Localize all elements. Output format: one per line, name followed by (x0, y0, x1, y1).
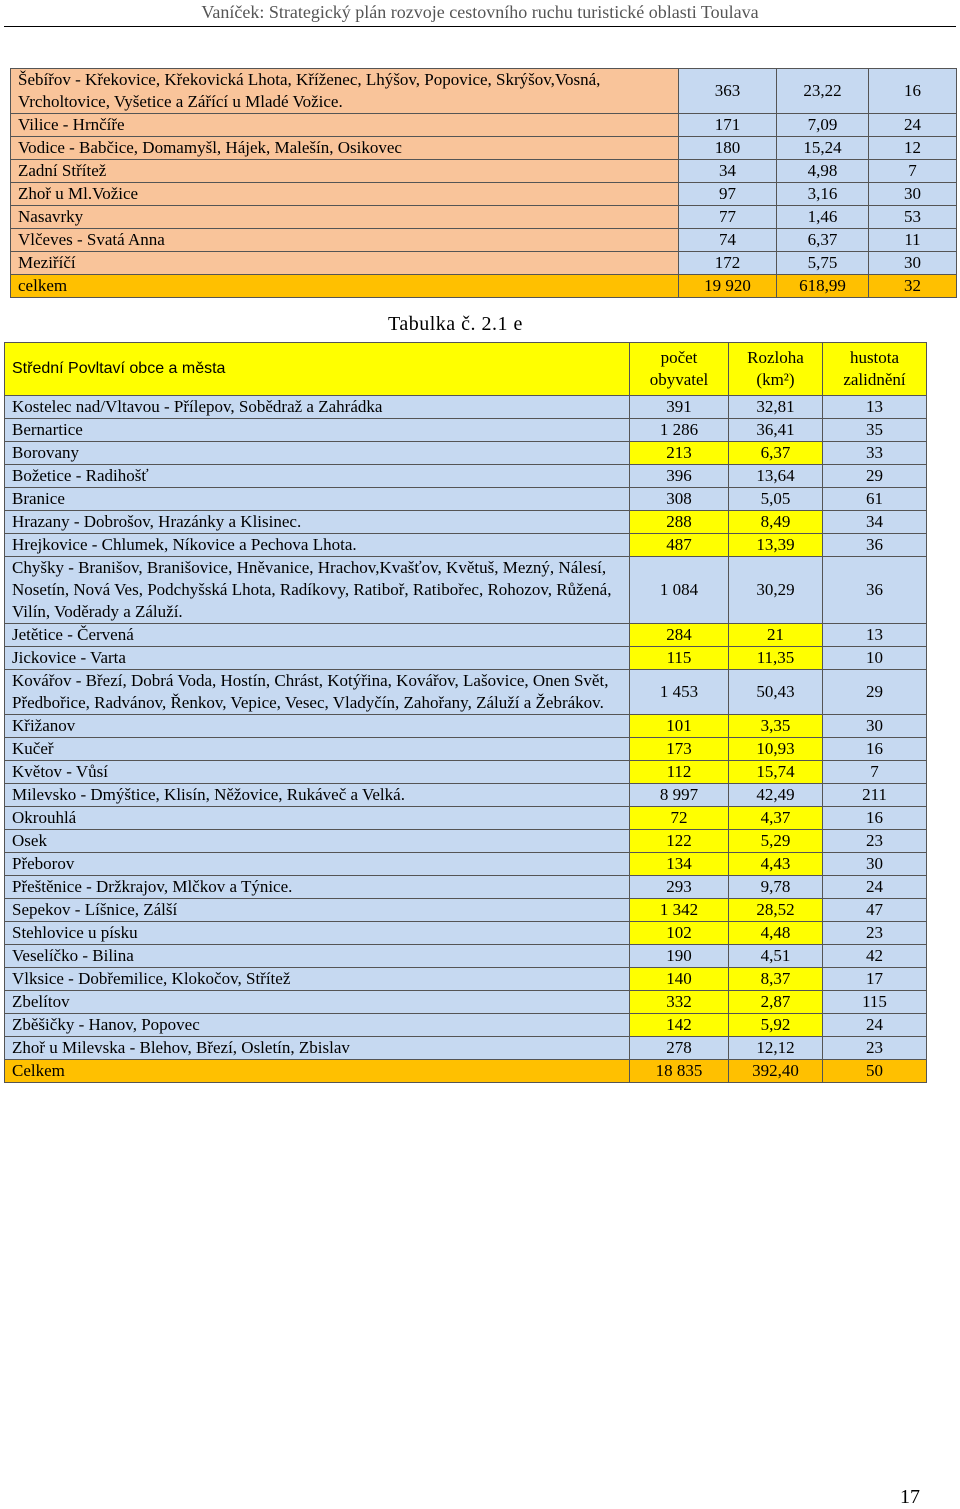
density-value: 13 (823, 396, 927, 419)
density-value: 16 (869, 69, 957, 114)
header-density-line1: hustota (849, 348, 900, 367)
municipality-name: Okrouhlá (5, 807, 630, 830)
area-value: 7,09 (777, 114, 869, 137)
municipality-name: Přeborov (5, 853, 630, 876)
total-row (11, 275, 957, 298)
population-value: 308 (630, 488, 729, 511)
area-value: 13,64 (729, 465, 823, 488)
area-value: 28,52 (729, 899, 823, 922)
table-row (5, 968, 927, 991)
population-value: 332 (630, 991, 729, 1014)
municipality-name: Sepekov - Líšnice, Zálší (5, 899, 630, 922)
header-rule (4, 26, 956, 27)
density-value: 23 (823, 922, 927, 945)
table-row (5, 784, 927, 807)
density-value: 36 (823, 534, 927, 557)
population-value: 391 (630, 396, 729, 419)
table-row (5, 488, 927, 511)
table-row (5, 899, 927, 922)
density-value: 42 (823, 945, 927, 968)
density-value: 29 (823, 465, 927, 488)
density-value: 11 (869, 229, 957, 252)
total-population: 18 835 (630, 1060, 729, 1083)
population-value: 112 (630, 761, 729, 784)
density-value: 7 (869, 160, 957, 183)
table-row (5, 557, 927, 624)
population-value: 293 (630, 876, 729, 899)
municipality-name: Borovany (5, 442, 630, 465)
municipality-name: Zběšičky - Hanov, Popovec (5, 1014, 630, 1037)
density-value: 36 (823, 557, 927, 624)
header-region: Střední Povltaví obce a města (5, 343, 630, 396)
density-value: 17 (823, 968, 927, 991)
area-value: 2,87 (729, 991, 823, 1014)
density-value: 7 (823, 761, 927, 784)
table-row (5, 876, 927, 899)
density-value: 47 (823, 899, 927, 922)
table-row (5, 1014, 927, 1037)
table-row (5, 647, 927, 670)
table-row (5, 991, 927, 1014)
total-density: 32 (869, 275, 957, 298)
density-value: 53 (869, 206, 957, 229)
municipality-name: Květov - Vůsí (5, 761, 630, 784)
population-value: 122 (630, 830, 729, 853)
density-value: 24 (869, 114, 957, 137)
main-table (4, 342, 927, 1083)
population-value: 142 (630, 1014, 729, 1037)
population-value: 1 286 (630, 419, 729, 442)
area-value: 13,39 (729, 534, 823, 557)
density-value: 35 (823, 419, 927, 442)
header-population-line2: obyvatel (649, 370, 709, 389)
table-row (5, 534, 927, 557)
area-value: 8,37 (729, 968, 823, 991)
header-area-line1: Rozloha (747, 348, 804, 367)
page-header-title: Vaníček: Strategický plán rozvoje cestovního ruchu turistické oblasti Toulava (201, 2, 759, 22)
table-row (5, 761, 927, 784)
area-value: 5,05 (729, 488, 823, 511)
municipality-name: Branice (5, 488, 630, 511)
area-value: 23,22 (777, 69, 869, 114)
total-label: celkem (11, 275, 679, 298)
table-row (11, 114, 957, 137)
table-row (11, 160, 957, 183)
table-row (5, 624, 927, 647)
density-value: 16 (823, 738, 927, 761)
municipality-name: Zhoř u Ml.Vožice (11, 183, 679, 206)
municipality-name: Milevsko - Dmýštice, Klisín, Něžovice, Rukáveč a Velká. (5, 784, 630, 807)
table-row (5, 1037, 927, 1060)
municipality-name: Šebířov - Křekovice, Křekovická Lhota, Kříženec, Lhýšov, Popovice, Skrýšov,Vosná, Vrcholtovice, Vyšetice a Zářící u Mladé Vožice. (11, 69, 679, 114)
area-value: 15,24 (777, 137, 869, 160)
area-value: 4,51 (729, 945, 823, 968)
total-density: 50 (823, 1060, 927, 1083)
municipality-name: Meziříčí (11, 252, 679, 275)
area-value: 42,49 (729, 784, 823, 807)
density-value: 23 (823, 1037, 927, 1060)
population-value: 171 (679, 114, 777, 137)
population-value: 140 (630, 968, 729, 991)
density-value: 13 (823, 624, 927, 647)
header-population (630, 343, 729, 396)
density-value: 30 (823, 715, 927, 738)
area-value: 5,29 (729, 830, 823, 853)
municipality-name: Vlčeves - Svatá Anna (11, 229, 679, 252)
page-number: 17 (900, 1486, 920, 1508)
area-value: 1,46 (777, 206, 869, 229)
population-value: 363 (679, 69, 777, 114)
table-row (11, 183, 957, 206)
municipality-name: Stehlovice u písku (5, 922, 630, 945)
municipality-name: Kovářov - Březí, Dobrá Voda, Hostín, Chrást, Kotýřina, Kovářov, Lašovice, Onen Svět, Předbořice, Radvánov, Řenkov, Vepice, Vesec, Vladyčín, Zahořany, Záluží a Žebrákov. (5, 670, 630, 715)
area-value: 36,41 (729, 419, 823, 442)
area-value: 4,98 (777, 160, 869, 183)
table-row (5, 419, 927, 442)
table-row (11, 137, 957, 160)
table-row (5, 922, 927, 945)
municipality-name: Kučeř (5, 738, 630, 761)
area-value: 3,35 (729, 715, 823, 738)
table-row (5, 830, 927, 853)
header-density-line2: zalidnění (843, 370, 906, 389)
municipality-name: Vodice - Babčice, Domamyšl, Hájek, Malešín, Osikovec (11, 137, 679, 160)
total-label: Celkem (5, 1060, 630, 1083)
municipality-name: Hrejkovice - Chlumek, Níkovice a Pechova Lhota. (5, 534, 630, 557)
table-row (5, 807, 927, 830)
density-value: 115 (823, 991, 927, 1014)
table-caption: Tabulka č. 2.1 e (388, 313, 523, 335)
density-value: 30 (823, 853, 927, 876)
population-value: 288 (630, 511, 729, 534)
population-value: 278 (630, 1037, 729, 1060)
header-area (729, 343, 823, 396)
population-value: 101 (630, 715, 729, 738)
table-row (5, 738, 927, 761)
municipality-name: Křižanov (5, 715, 630, 738)
population-value: 172 (679, 252, 777, 275)
table-row (5, 396, 927, 419)
area-value: 9,78 (729, 876, 823, 899)
table-row (5, 853, 927, 876)
area-value: 6,37 (777, 229, 869, 252)
municipality-name: Vlksice - Dobřemilice, Klokočov, Střítež (5, 968, 630, 991)
municipality-name: Osek (5, 830, 630, 853)
density-value: 33 (823, 442, 927, 465)
header-area-line2: (km²) (756, 370, 795, 389)
header-population-line1: počet (660, 348, 698, 367)
municipality-name: Přeštěnice - Držkrajov, Mlčkov a Týnice. (5, 876, 630, 899)
population-value: 190 (630, 945, 729, 968)
area-value: 50,43 (729, 670, 823, 715)
density-value: 61 (823, 488, 927, 511)
density-value: 29 (823, 670, 927, 715)
area-value: 21 (729, 624, 823, 647)
municipality-name: Zhoř u Milevska - Blehov, Březí, Osletín, Zbislav (5, 1037, 630, 1060)
population-value: 72 (630, 807, 729, 830)
population-value: 1 453 (630, 670, 729, 715)
municipality-name: Zbelítov (5, 991, 630, 1014)
municipality-name: Veselíčko - Bilina (5, 945, 630, 968)
density-value: 24 (823, 876, 927, 899)
population-value: 115 (630, 647, 729, 670)
population-value: 34 (679, 160, 777, 183)
table-row (5, 511, 927, 534)
area-value: 11,35 (729, 647, 823, 670)
area-value: 15,74 (729, 761, 823, 784)
density-value: 30 (869, 252, 957, 275)
total-population: 19 920 (679, 275, 777, 298)
population-value: 284 (630, 624, 729, 647)
municipality-name: Kostelec nad/Vltavou - Přílepov, Sobědraž a Zahrádka (5, 396, 630, 419)
municipality-name: Božetice - Radihošť (5, 465, 630, 488)
population-value: 1 342 (630, 899, 729, 922)
population-value: 487 (630, 534, 729, 557)
area-value: 5,92 (729, 1014, 823, 1037)
density-value: 16 (823, 807, 927, 830)
municipality-name: Jetětice - Červená (5, 624, 630, 647)
header-density (823, 343, 927, 396)
municipality-name: Zadní Střítež (11, 160, 679, 183)
area-value: 10,93 (729, 738, 823, 761)
density-value: 24 (823, 1014, 927, 1037)
density-value: 34 (823, 511, 927, 534)
top-table (10, 68, 957, 298)
area-value: 8,49 (729, 511, 823, 534)
area-value: 12,12 (729, 1037, 823, 1060)
table-row (5, 715, 927, 738)
total-area: 618,99 (777, 275, 869, 298)
table-row (11, 206, 957, 229)
density-value: 211 (823, 784, 927, 807)
table-row (11, 69, 957, 114)
density-value: 30 (869, 183, 957, 206)
table-row (5, 945, 927, 968)
population-value: 97 (679, 183, 777, 206)
total-row (5, 1060, 927, 1083)
population-value: 77 (679, 206, 777, 229)
table-row (11, 252, 957, 275)
population-value: 8 997 (630, 784, 729, 807)
density-value: 23 (823, 830, 927, 853)
municipality-name: Vilice - Hrnčíře (11, 114, 679, 137)
area-value: 32,81 (729, 396, 823, 419)
area-value: 5,75 (777, 252, 869, 275)
area-value: 4,48 (729, 922, 823, 945)
population-value: 134 (630, 853, 729, 876)
table-row (5, 465, 927, 488)
municipality-name: Nasavrky (11, 206, 679, 229)
population-value: 74 (679, 229, 777, 252)
area-value: 6,37 (729, 442, 823, 465)
area-value: 3,16 (777, 183, 869, 206)
table-header-row (5, 343, 927, 396)
density-value: 12 (869, 137, 957, 160)
total-area: 392,40 (729, 1060, 823, 1083)
population-value: 213 (630, 442, 729, 465)
municipality-name: Chyšky - Branišov, Branišovice, Hněvanice, Hrachov,Kvašťov, Květuš, Mezný, Nálesí, Nosetín, Nová Ves, Podchyšská Lhota, Radíkovy, Ratiboř, Ratibořec, Rohozov, Růžená, Vilín, Voděrady a Záluží. (5, 557, 630, 624)
table-row (5, 670, 927, 715)
population-value: 102 (630, 922, 729, 945)
table-row (11, 229, 957, 252)
density-value: 10 (823, 647, 927, 670)
area-value: 30,29 (729, 557, 823, 624)
area-value: 4,43 (729, 853, 823, 876)
population-value: 173 (630, 738, 729, 761)
population-value: 1 084 (630, 557, 729, 624)
table-row (5, 442, 927, 465)
population-value: 180 (679, 137, 777, 160)
area-value: 4,37 (729, 807, 823, 830)
population-value: 396 (630, 465, 729, 488)
municipality-name: Jickovice - Varta (5, 647, 630, 670)
municipality-name: Hrazany - Dobrošov, Hrazánky a Klisinec. (5, 511, 630, 534)
municipality-name: Bernartice (5, 419, 630, 442)
